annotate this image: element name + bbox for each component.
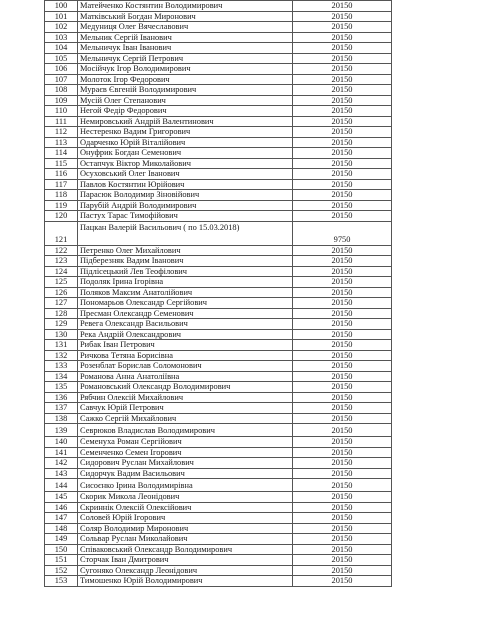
table-row (45, 340, 392, 351)
row-name: Сажко Сергій Михайлович (78, 413, 293, 424)
row-name: Рибак Іван Петрович (78, 340, 293, 351)
row-amount: 20150 (293, 169, 392, 180)
row-amount: 20150 (293, 403, 392, 414)
table-row (45, 534, 392, 545)
table-row (45, 523, 392, 534)
row-number: 138 (45, 413, 78, 424)
row-amount: 20150 (293, 22, 392, 33)
row-name: Пресман Олександр Семенович (78, 308, 293, 319)
row-name: Мельничук Сергій Петрович (78, 53, 293, 64)
row-name: Остапчук Віктор Миколайович (78, 158, 293, 169)
row-amount: 20150 (293, 287, 392, 298)
table-row (45, 492, 392, 503)
row-amount: 20150 (293, 350, 392, 361)
row-amount: 20150 (293, 340, 392, 351)
row-amount: 9750 (293, 221, 392, 245)
row-amount: 20150 (293, 277, 392, 288)
row-amount: 20150 (293, 492, 392, 503)
row-amount: 20150 (293, 576, 392, 587)
row-name: Нестеренко Вадим Григорович (78, 127, 293, 138)
row-number: 140 (45, 437, 78, 448)
row-number: 119 (45, 200, 78, 211)
table-row (45, 64, 392, 75)
row-amount: 20150 (293, 95, 392, 106)
row-amount: 20150 (293, 437, 392, 448)
row-number: 141 (45, 447, 78, 458)
row-name: Молоток Ігор Федорович (78, 74, 293, 85)
row-number: 146 (45, 502, 78, 513)
row-name: Соляр Володимир Миронович (78, 523, 293, 534)
row-name: Романова Анна Анатоліївна (78, 371, 293, 382)
row-amount: 20150 (293, 116, 392, 127)
row-name: Пацкан Валерій Васильович ( по 15.03.2018) (78, 221, 293, 245)
row-number: 142 (45, 458, 78, 469)
row-name: Савчук Юрій Петрович (78, 403, 293, 414)
row-number: 139 (45, 424, 78, 437)
table-row (45, 413, 392, 424)
row-amount: 20150 (293, 392, 392, 403)
table-row (45, 392, 392, 403)
row-name: Немировський Андрій Валентинович (78, 116, 293, 127)
row-amount: 20150 (293, 413, 392, 424)
row-name: Підлісецький Лев Теофілович (78, 266, 293, 277)
row-number: 118 (45, 190, 78, 201)
table-row (45, 74, 392, 85)
row-number: 126 (45, 287, 78, 298)
table-row (45, 371, 392, 382)
row-number: 108 (45, 85, 78, 96)
row-amount: 20150 (293, 43, 392, 54)
row-name: Ревега Олександр Васильович (78, 319, 293, 330)
table-row (45, 513, 392, 524)
row-amount: 20150 (293, 523, 392, 534)
row-number: 109 (45, 95, 78, 106)
row-number: 136 (45, 392, 78, 403)
row-number: 133 (45, 361, 78, 372)
row-amount: 20150 (293, 544, 392, 555)
row-name: Соловей Юрій Ігорович (78, 513, 293, 524)
row-name: Сторчак Іван Дмитрович (78, 555, 293, 566)
table-row (45, 245, 392, 256)
row-name: Матківський Богдан Миронович (78, 11, 293, 22)
row-name: Поляков Максим Анатолійович (78, 287, 293, 298)
row-number: 121 (45, 221, 78, 245)
row-number: 128 (45, 308, 78, 319)
table-row (45, 319, 392, 330)
row-name: Подоляк Ірина Ігорівна (78, 277, 293, 288)
row-number: 111 (45, 116, 78, 127)
row-name: Сидорчук Вадим Васильович (78, 468, 293, 479)
row-name: Розенблат Борислав Соломонович (78, 361, 293, 372)
table-row (45, 211, 392, 222)
row-name: Тимошенко Юрій Володимирович (78, 576, 293, 587)
row-name: Река Андрій Олександрович (78, 329, 293, 340)
row-number: 131 (45, 340, 78, 351)
row-name: Сидорович Руслан Михайлович (78, 458, 293, 469)
table-row (45, 287, 392, 298)
row-number: 147 (45, 513, 78, 524)
row-name: Севрюков Владислав Володимирович (78, 424, 293, 437)
table-row (45, 116, 392, 127)
row-name: Співаковський Олександр Володимирович (78, 544, 293, 555)
row-name: Романовський Олександр Володимирович (78, 382, 293, 393)
row-name: Підберезняк Вадим Іванович (78, 256, 293, 267)
table-row (45, 361, 392, 372)
row-name: Негой Федір Федорович (78, 106, 293, 117)
row-number: 113 (45, 137, 78, 148)
table-row (45, 179, 392, 190)
table-row (45, 11, 392, 22)
row-number: 114 (45, 148, 78, 159)
table-row (45, 437, 392, 448)
row-name: Мосійчук Ігор Володимирович (78, 64, 293, 75)
table-row (45, 382, 392, 393)
table-row (45, 22, 392, 33)
table-body (45, 1, 392, 587)
row-amount: 20150 (293, 502, 392, 513)
row-number: 103 (45, 32, 78, 43)
row-number: 135 (45, 382, 78, 393)
table-row (45, 329, 392, 340)
row-number: 122 (45, 245, 78, 256)
row-name: Сольвар Руслан Миколайович (78, 534, 293, 545)
row-name: Пономарьов Олександр Сергійович (78, 298, 293, 309)
row-name: Мураєв Євгеній Володимирович (78, 85, 293, 96)
row-name: Осуховський Олег Іванович (78, 169, 293, 180)
row-number: 130 (45, 329, 78, 340)
table-row (45, 447, 392, 458)
row-amount: 20150 (293, 211, 392, 222)
row-amount: 20150 (293, 266, 392, 277)
row-number: 100 (45, 1, 78, 12)
row-number: 115 (45, 158, 78, 169)
row-number: 124 (45, 266, 78, 277)
row-amount: 20150 (293, 148, 392, 159)
table-row (45, 53, 392, 64)
table-row (45, 576, 392, 587)
table-row (45, 565, 392, 576)
row-number: 137 (45, 403, 78, 414)
row-number: 129 (45, 319, 78, 330)
table-row (45, 403, 392, 414)
table-row (45, 106, 392, 117)
table-row (45, 555, 392, 566)
row-number: 148 (45, 523, 78, 534)
row-amount: 20150 (293, 424, 392, 437)
table-row (45, 424, 392, 437)
row-amount: 20150 (293, 200, 392, 211)
table-row (45, 266, 392, 277)
row-name: Онуфрик Богдан Семенович (78, 148, 293, 159)
row-amount: 20150 (293, 64, 392, 75)
row-amount: 20150 (293, 534, 392, 545)
table-row (45, 468, 392, 479)
table-row (45, 43, 392, 54)
row-name: Петренко Олег Михайлович (78, 245, 293, 256)
row-number: 104 (45, 43, 78, 54)
row-amount: 20150 (293, 371, 392, 382)
row-amount: 20150 (293, 179, 392, 190)
row-number: 120 (45, 211, 78, 222)
table-row (45, 95, 392, 106)
row-name: Мусій Олег Степанович (78, 95, 293, 106)
row-number: 151 (45, 555, 78, 566)
row-name: Скорик Микола Леонідович (78, 492, 293, 503)
row-name: Парасюк Володимир Зіновійович (78, 190, 293, 201)
table-row (45, 502, 392, 513)
table-row (45, 458, 392, 469)
table-row (45, 169, 392, 180)
row-amount: 20150 (293, 32, 392, 43)
row-name: Парубій Андрій Володимирович (78, 200, 293, 211)
row-amount: 20150 (293, 458, 392, 469)
row-amount: 20150 (293, 85, 392, 96)
row-name: Ричкова Тетяна Борисівна (78, 350, 293, 361)
row-amount: 20150 (293, 329, 392, 340)
row-amount: 20150 (293, 555, 392, 566)
row-number: 134 (45, 371, 78, 382)
table-row (45, 127, 392, 138)
row-number: 145 (45, 492, 78, 503)
table-row (45, 350, 392, 361)
table-row (45, 221, 392, 245)
row-amount: 20150 (293, 53, 392, 64)
row-number: 132 (45, 350, 78, 361)
row-number: 127 (45, 298, 78, 309)
row-amount: 20150 (293, 11, 392, 22)
row-amount: 20150 (293, 382, 392, 393)
row-amount: 20150 (293, 106, 392, 117)
row-amount: 20150 (293, 137, 392, 148)
row-name: Сугоняко Олександр Леонідович (78, 565, 293, 576)
table-row (45, 298, 392, 309)
row-amount: 20150 (293, 565, 392, 576)
table-row (45, 544, 392, 555)
table-row (45, 200, 392, 211)
table-row (45, 1, 392, 12)
row-number: 125 (45, 277, 78, 288)
row-amount: 20150 (293, 190, 392, 201)
table-row (45, 277, 392, 288)
row-number: 123 (45, 256, 78, 267)
deputies-table (44, 0, 392, 587)
row-number: 117 (45, 179, 78, 190)
row-number: 153 (45, 576, 78, 587)
table-row (45, 308, 392, 319)
row-number: 107 (45, 74, 78, 85)
row-name: Пастух Тарас Тимофійович (78, 211, 293, 222)
row-number: 106 (45, 64, 78, 75)
row-amount: 20150 (293, 256, 392, 267)
row-amount: 20150 (293, 1, 392, 12)
row-name: Матейченко Костянтин Володимирович (78, 1, 293, 12)
row-number: 112 (45, 127, 78, 138)
row-amount: 20150 (293, 361, 392, 372)
row-amount: 20150 (293, 447, 392, 458)
row-name: Сисоєнко Ірина Володимирівна (78, 479, 293, 492)
row-name: Медуниця Олег Вячеславович (78, 22, 293, 33)
row-name: Павлов Костянтин Юрійович (78, 179, 293, 190)
table-row (45, 158, 392, 169)
row-number: 144 (45, 479, 78, 492)
row-number: 110 (45, 106, 78, 117)
row-number: 152 (45, 565, 78, 576)
row-name: Одарченко Юрій Віталійович (78, 137, 293, 148)
row-amount: 20150 (293, 319, 392, 330)
table-row (45, 190, 392, 201)
row-name: Мельник Сергій Іванович (78, 32, 293, 43)
row-number: 143 (45, 468, 78, 479)
row-number: 105 (45, 53, 78, 64)
row-amount: 20150 (293, 308, 392, 319)
row-amount: 20150 (293, 513, 392, 524)
row-name: Семенуха Роман Сергійович (78, 437, 293, 448)
row-amount: 20150 (293, 298, 392, 309)
row-amount: 20150 (293, 479, 392, 492)
row-amount: 20150 (293, 245, 392, 256)
table-row (45, 148, 392, 159)
row-name: Семенченко Семен Ігорович (78, 447, 293, 458)
table-row (45, 85, 392, 96)
row-amount: 20150 (293, 127, 392, 138)
row-number: 101 (45, 11, 78, 22)
document-page (44, 0, 384, 587)
row-number: 116 (45, 169, 78, 180)
table-row (45, 32, 392, 43)
row-name: Мельничук Іван Іванович (78, 43, 293, 54)
row-number: 102 (45, 22, 78, 33)
row-amount: 20150 (293, 468, 392, 479)
table-row (45, 137, 392, 148)
row-name: Скриннік Олексій Олексійович (78, 502, 293, 513)
row-name: Рябчин Олексій Михайлович (78, 392, 293, 403)
table-row (45, 479, 392, 492)
row-amount: 20150 (293, 74, 392, 85)
table-row (45, 256, 392, 267)
row-number: 150 (45, 544, 78, 555)
row-amount: 20150 (293, 158, 392, 169)
row-number: 149 (45, 534, 78, 545)
